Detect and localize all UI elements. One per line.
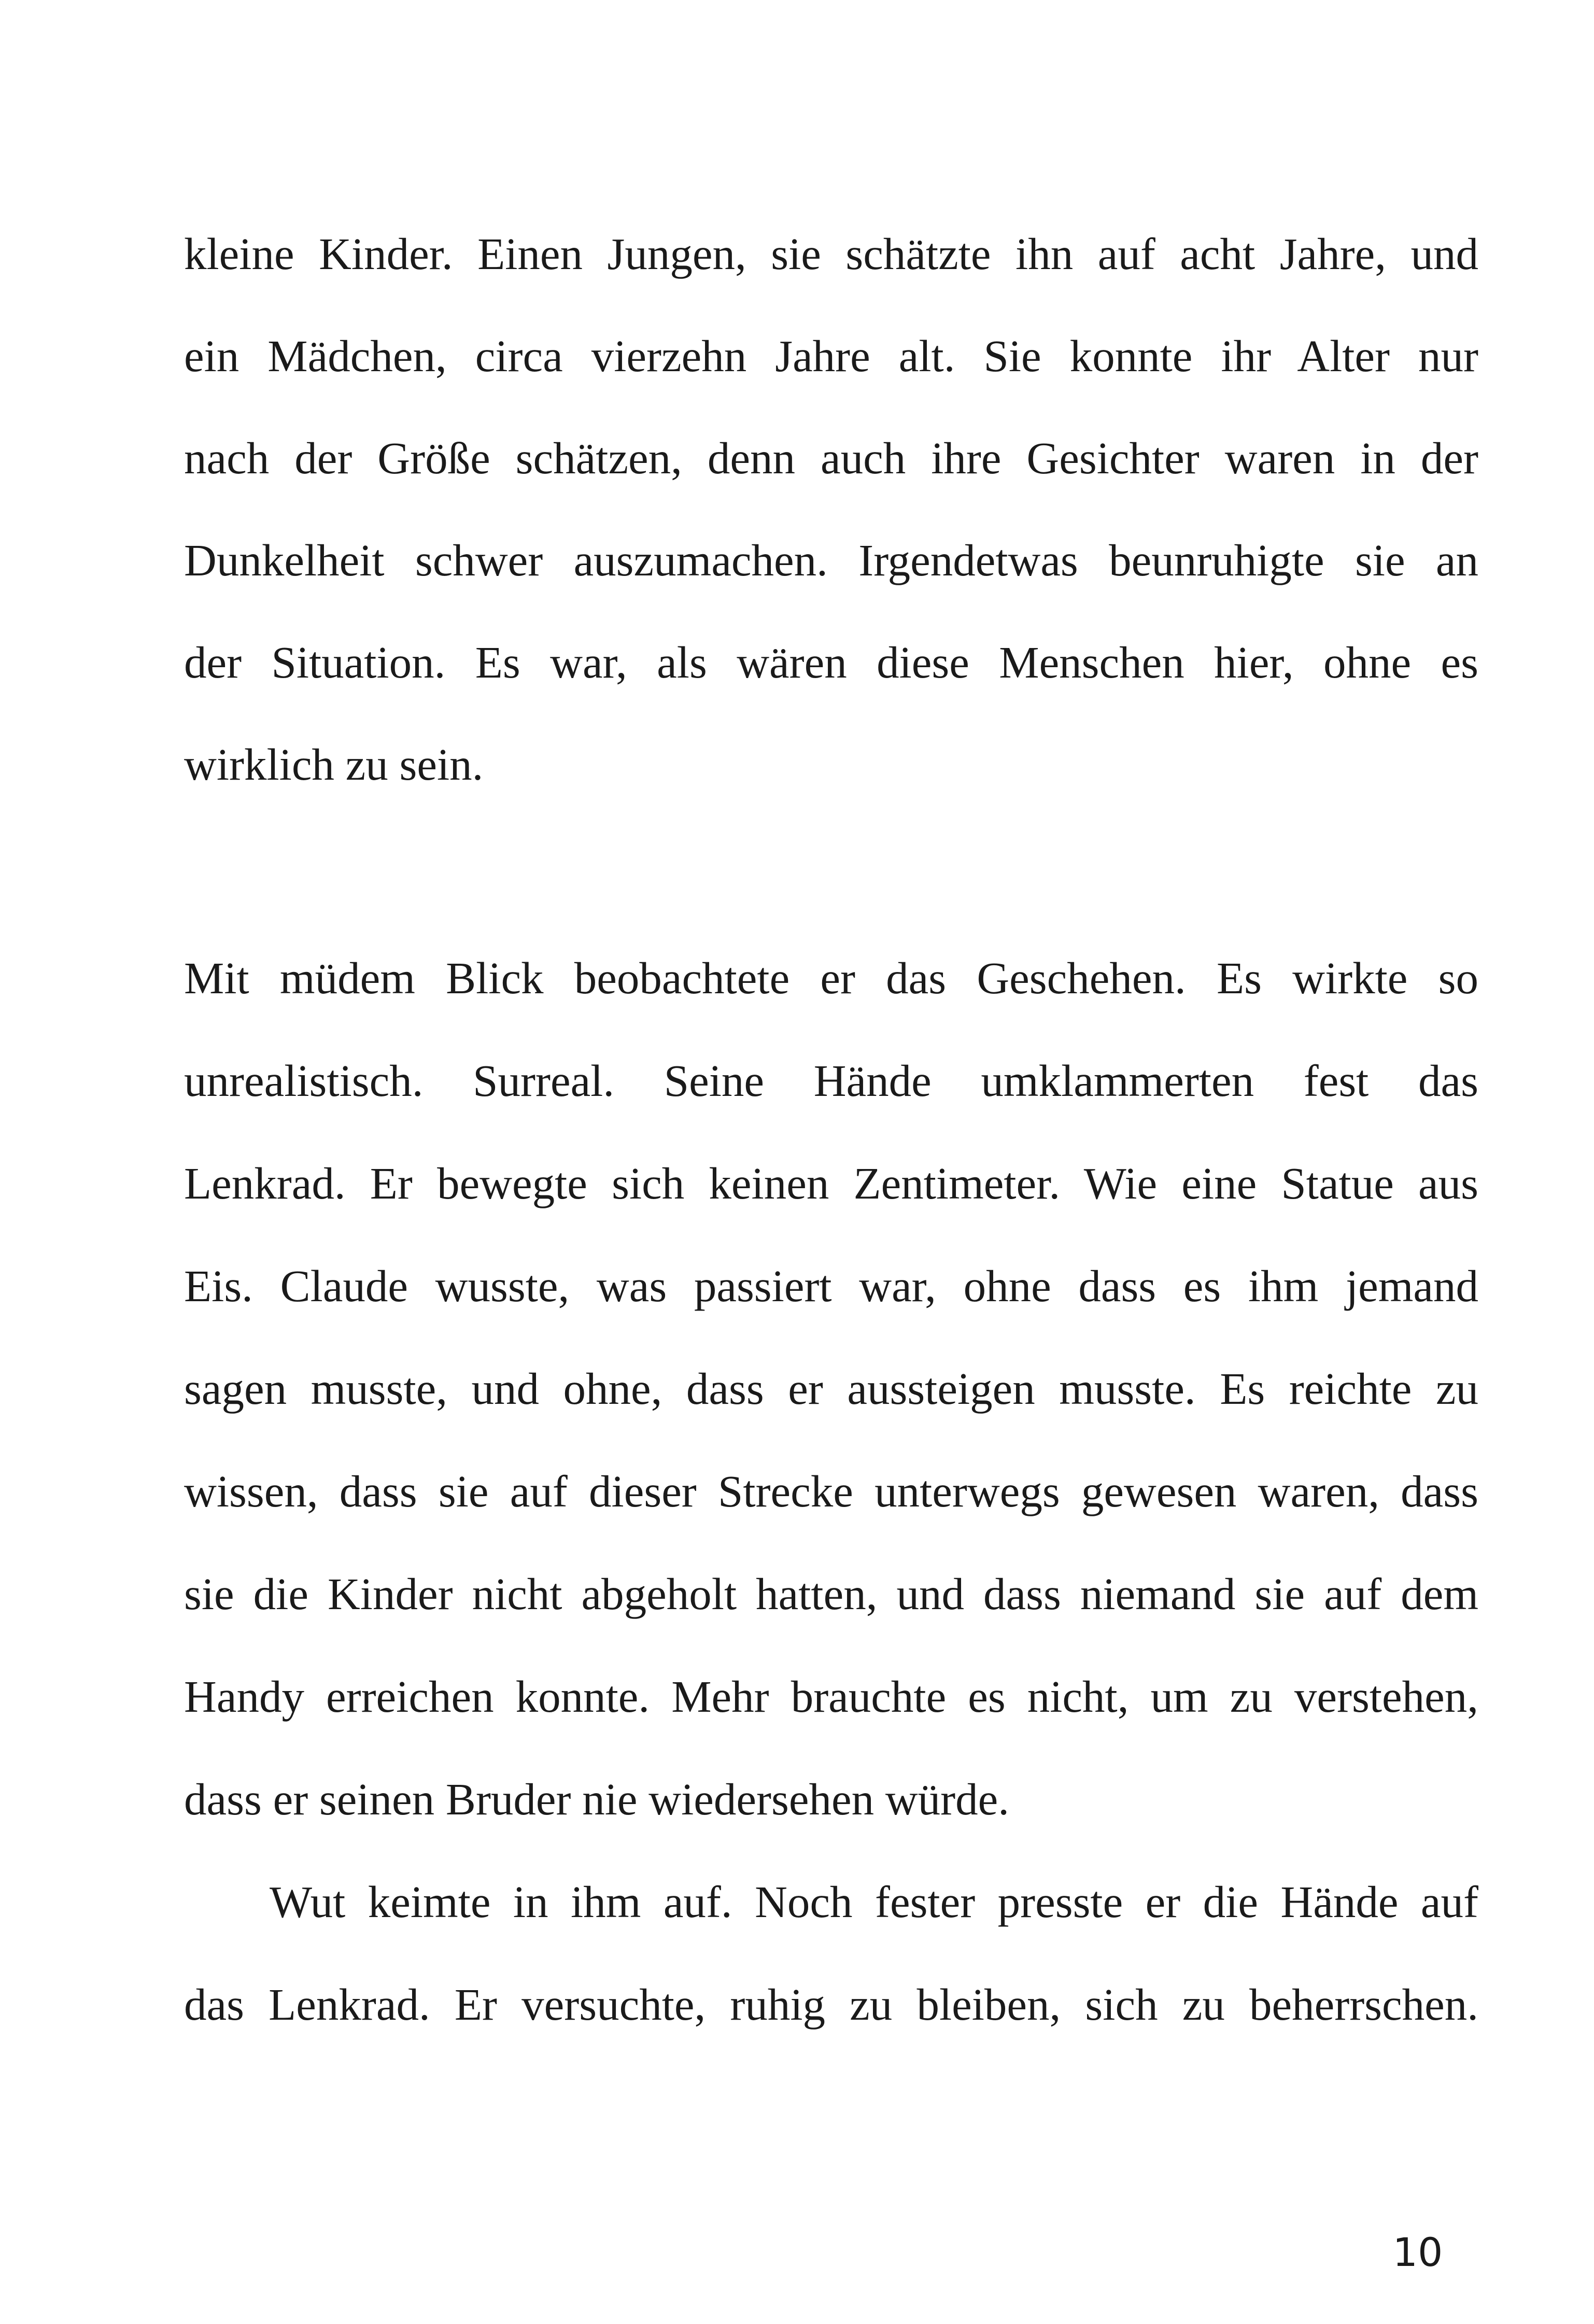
paragraph-2-line-8: Handy erreichen konnte. Mehr brauchte es nicht, um zu verstehen, — [184, 1671, 1478, 1722]
paragraph-2-line-7: sie die Kinder nicht abgeholt hatten, und dass niemand sie auf dem — [184, 1569, 1478, 1619]
paragraph-2-line-1: Mit müdem Blick beobachtete er das Geschehen. Es wirkte so — [184, 953, 1478, 1003]
paragraph-3-line-2: das Lenkrad. Er versuchte, ruhig zu bleiben, sich zu beherrschen. — [184, 1979, 1478, 2030]
paragraph-1-line-4: Dunkelheit schwer auszumachen. Irgendetwas beunruhigte sie an — [184, 535, 1478, 585]
paragraph-2-line-5: sagen musste, und ohne, dass er aussteigen musste. Es reichte zu — [184, 1363, 1478, 1414]
paragraph-3-line-1: Wut keimte in ihm auf. Noch fester presste er die Hände auf — [270, 1877, 1478, 1927]
paragraph-1-line-6: wirklich zu sein. — [184, 739, 484, 790]
page-number: 10 — [1392, 2229, 1443, 2275]
paragraph-2-line-4: Eis. Claude wusste, was passiert war, ohne dass es ihm jemand — [184, 1261, 1478, 1311]
paragraph-1-line-3: nach der Größe schätzen, denn auch ihre Gesichter waren in der — [184, 433, 1478, 483]
paragraph-1-line-5: der Situation. Es war, als wären diese Menschen hier, ohne es — [184, 637, 1478, 687]
paragraph-1-line-1: kleine Kinder. Einen Jungen, sie schätzte ihn auf acht Jahre, und — [184, 229, 1478, 279]
paragraph-2-line-6: wissen, dass sie auf dieser Strecke unterwegs gewesen waren, dass — [184, 1466, 1478, 1516]
paragraph-2-line-9: dass er seinen Bruder nie wiedersehen würde. — [184, 1774, 1009, 1824]
paragraph-1-line-2: ein Mädchen, circa vierzehn Jahre alt. Sie konnte ihr Alter nur — [184, 331, 1478, 381]
paragraph-2-line-3: Lenkrad. Er bewegte sich keinen Zentimeter. Wie eine Statue aus — [184, 1158, 1478, 1208]
paragraph-2-line-2: unrealistisch. Surreal. Seine Hände umklammerten fest das — [184, 1055, 1478, 1106]
